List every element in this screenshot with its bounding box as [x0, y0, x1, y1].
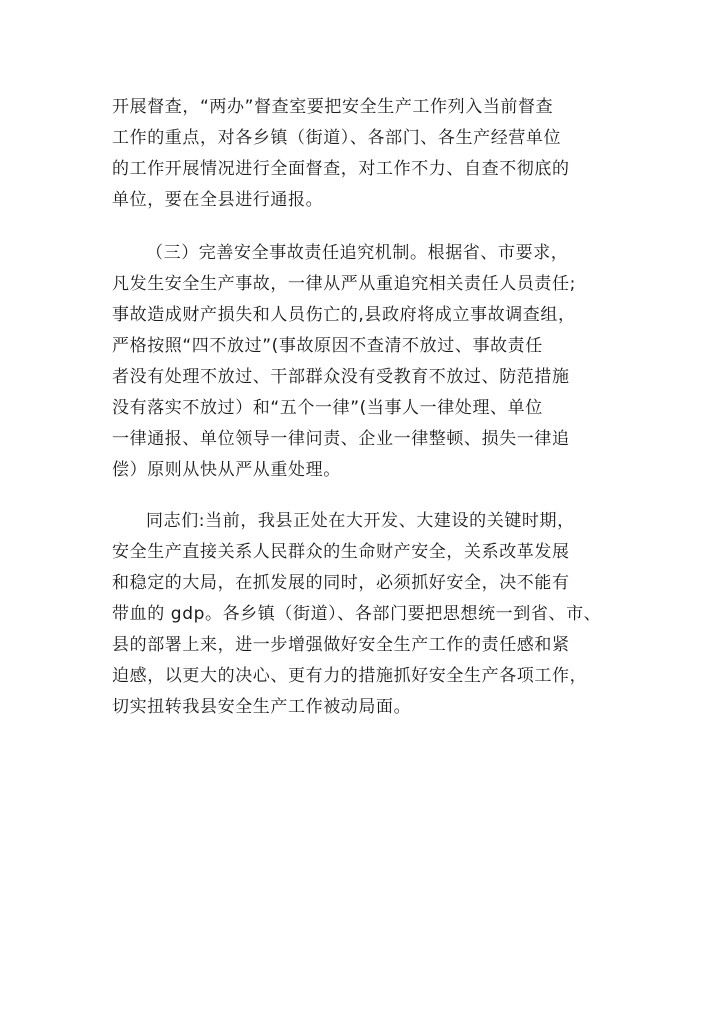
text-line: 同志们:当前，我县正处在大开发、大建设的关键时期，	[146, 511, 575, 531]
text-line: 的工作开展情况进行全面督查，对工作不力、自查不彻底的	[112, 159, 570, 179]
text-line: 凡发生安全生产事故，一律从严从重追究相关责任人员责任;	[112, 274, 576, 294]
text-line: 带血的 gdp。各乡镇（街道）、各部门要把思想统一到省、市、	[112, 604, 602, 624]
paragraph-spacer	[112, 486, 612, 506]
text-line: 单位，要在全县进行通报。	[112, 190, 324, 210]
document-body	[112, 92, 612, 723]
text-line: 迫感，以更大的决心、更有力的措施抓好安全生产各项工作，	[112, 666, 588, 686]
text-line: 安全生产直接关系人民群众的生命财产安全，关系改革发展	[112, 542, 570, 562]
paragraph-spacer	[112, 216, 612, 238]
text-line: 偿）原则从快从严从重处理。	[112, 460, 341, 480]
text-line: 者没有处理不放过、干部群众没有受教育不放过、防范措施	[112, 367, 570, 387]
text-line: 事故造成财产损失和人员伤亡的,县政府将成立事故调查组，	[112, 305, 576, 325]
text-line: 严格按照“四不放过”(事故原因不查清不放过、事故责任	[112, 336, 543, 356]
paragraph-accountability-mechanism	[112, 238, 612, 486]
text-line: 开展督查，“两办”督查室要把安全生产工作列入当前督查	[112, 97, 554, 117]
text-line: （三）完善安全事故责任追究机制。根据省、市要求，	[146, 243, 569, 263]
text-line: 一律通报、单位领导一律问责、企业一律整顿、损失一律追	[112, 429, 570, 449]
text-line: 和稳定的大局，在抓发展的同时，必须抓好安全，决不能有	[112, 573, 570, 593]
paragraph-comrades-conclusion	[112, 506, 612, 723]
text-line: 切实扭转我县安全生产工作被动局面。	[112, 697, 412, 717]
text-line: 没有落实不放过）和“五个一律”(当事人一律处理、单位	[112, 398, 543, 418]
paragraph-inspection-report	[112, 92, 612, 216]
text-line: 县的部署上来，进一步增强做好安全生产工作的责任感和紧	[112, 635, 570, 655]
text-line: 工作的重点，对各乡镇（街道）、各部门、各生产经营单位	[112, 128, 562, 148]
